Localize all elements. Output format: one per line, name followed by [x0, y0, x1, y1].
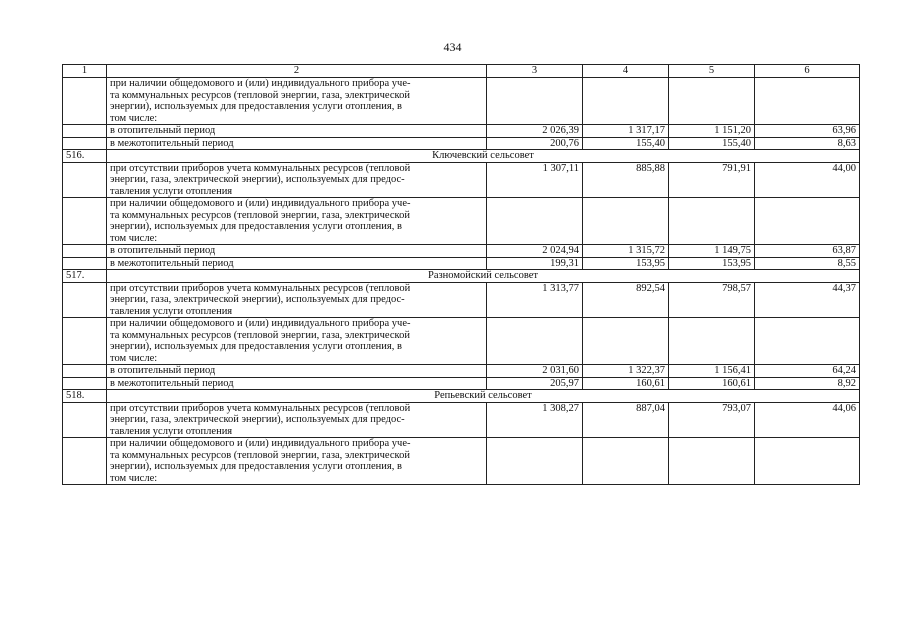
description-line: энергии, газа, электрической энергии), используемых для предос-: [110, 174, 405, 185]
section-row: [63, 270, 860, 283]
value-cell: 1 322,37: [583, 365, 669, 378]
table-row: [63, 245, 860, 258]
table-row: [63, 78, 860, 125]
value-cell: 793,07: [669, 402, 755, 438]
description-line: энергии), используемых для предоставления услуги отопления, в: [110, 341, 402, 352]
table-row: [63, 377, 860, 390]
section-row: [63, 390, 860, 403]
value-cell: [755, 198, 860, 245]
value-cell: 1 149,75: [669, 245, 755, 258]
value-cell: 1 317,17: [583, 125, 669, 138]
row-number-cell: [63, 438, 107, 485]
description-line: тавления услуги отопления: [110, 425, 233, 437]
description-line: при наличии общедомового и (или) индивидуального прибора уче-: [110, 438, 411, 449]
description-line: том числе:: [110, 472, 158, 484]
table-row: [63, 438, 860, 485]
section-name: Разномойский сельсовет: [107, 270, 860, 283]
section-number: 518.: [63, 390, 107, 403]
row-number-cell: [63, 137, 107, 150]
row-number-cell: [63, 377, 107, 390]
row-number-cell: [63, 365, 107, 378]
value-cell: 8,92: [755, 377, 860, 390]
section-number: 516.: [63, 150, 107, 163]
value-cell: 1 307,11: [487, 162, 583, 198]
description-cell: [107, 125, 487, 138]
table-row: [63, 318, 860, 365]
description-cell: [107, 365, 487, 378]
value-cell: 205,97: [487, 377, 583, 390]
value-cell: 44,37: [755, 282, 860, 318]
value-cell: 1 313,77: [487, 282, 583, 318]
value-cell: 155,40: [583, 137, 669, 150]
description-line: та коммунальных ресурсов (тепловой энергии, газа, электрической: [110, 89, 410, 101]
value-cell: [487, 198, 583, 245]
description-line: энергии), используемых для предоставления услуги отопления, в: [110, 461, 402, 472]
value-cell: 1 315,72: [583, 245, 669, 258]
description-line: в межотопительный период: [110, 377, 234, 389]
value-cell: [487, 438, 583, 485]
description-cell: [107, 438, 487, 485]
table-header-row: [63, 65, 860, 78]
description-cell: [107, 282, 487, 318]
column-header: 1: [63, 65, 107, 78]
value-cell: [583, 198, 669, 245]
value-cell: 64,24: [755, 365, 860, 378]
value-cell: 2 026,39: [487, 125, 583, 138]
value-cell: [583, 78, 669, 125]
value-cell: 155,40: [669, 137, 755, 150]
value-cell: 2 031,60: [487, 365, 583, 378]
value-cell: [669, 198, 755, 245]
description-line: при наличии общедомового и (или) индивидуального прибора уче-: [110, 198, 411, 209]
description-line: при наличии общедомового и (или) индивидуального прибора уче-: [110, 318, 411, 329]
description-line: в межотопительный период: [110, 257, 234, 269]
description-cell: [107, 245, 487, 258]
description-line: энергии, газа, электрической энергии), используемых для предос-: [110, 414, 405, 425]
description-line: том числе:: [110, 352, 158, 364]
tariff-table: [62, 64, 860, 485]
description-line: при наличии общедомового и (или) индивидуального прибора уче-: [110, 78, 411, 89]
row-number-cell: [63, 318, 107, 365]
row-number-cell: [63, 78, 107, 125]
row-number-cell: [63, 257, 107, 270]
value-cell: 63,96: [755, 125, 860, 138]
description-cell: [107, 198, 487, 245]
value-cell: [583, 318, 669, 365]
table-row: [63, 125, 860, 138]
value-cell: [487, 318, 583, 365]
description-line: в отопительный период: [110, 125, 216, 136]
column-header: 6: [755, 65, 860, 78]
description-line: том числе:: [110, 112, 158, 124]
table-body: [63, 78, 860, 485]
description-line: та коммунальных ресурсов (тепловой энергии, газа, электрической: [110, 449, 410, 461]
table-row: [63, 198, 860, 245]
description-line: том числе:: [110, 232, 158, 244]
value-cell: 892,54: [583, 282, 669, 318]
description-line: в отопительный период: [110, 245, 216, 256]
row-number-cell: [63, 282, 107, 318]
value-cell: [755, 438, 860, 485]
value-cell: 1 156,41: [669, 365, 755, 378]
value-cell: 8,63: [755, 137, 860, 150]
row-number-cell: [63, 402, 107, 438]
value-cell: 1 308,27: [487, 402, 583, 438]
value-cell: [669, 438, 755, 485]
value-cell: [669, 318, 755, 365]
value-cell: 63,87: [755, 245, 860, 258]
row-number-cell: [63, 125, 107, 138]
description-line: при отсутствии приборов учета коммунальных ресурсов (тепловой: [110, 402, 411, 414]
description-cell: [107, 402, 487, 438]
value-cell: 199,31: [487, 257, 583, 270]
table-row: [63, 162, 860, 198]
description-cell: [107, 162, 487, 198]
row-number-cell: [63, 162, 107, 198]
description-line: тавления услуги отопления: [110, 185, 233, 197]
description-line: в отопительный период: [110, 365, 216, 376]
page-number: 434: [443, 40, 462, 54]
value-cell: 2 024,94: [487, 245, 583, 258]
section-number: 517.: [63, 270, 107, 283]
section-row: [63, 150, 860, 163]
value-cell: 44,06: [755, 402, 860, 438]
value-cell: 791,91: [669, 162, 755, 198]
table-row: [63, 402, 860, 438]
description-line: та коммунальных ресурсов (тепловой энергии, газа, электрической: [110, 329, 410, 341]
column-header: 5: [669, 65, 755, 78]
table-row: [63, 282, 860, 318]
value-cell: 885,88: [583, 162, 669, 198]
description-line: энергии), используемых для предоставления услуги отопления, в: [110, 101, 402, 112]
description-line: тавления услуги отопления: [110, 305, 233, 317]
value-cell: [755, 78, 860, 125]
table-row: [63, 365, 860, 378]
description-line: энергии, газа, электрической энергии), используемых для предос-: [110, 294, 405, 305]
section-name: Репьевский сельсовет: [107, 390, 860, 403]
description-line: в межотопительный период: [110, 137, 234, 149]
value-cell: 160,61: [669, 377, 755, 390]
value-cell: [755, 318, 860, 365]
value-cell: 887,04: [583, 402, 669, 438]
description-cell: [107, 318, 487, 365]
value-cell: 44,00: [755, 162, 860, 198]
table-row: [63, 257, 860, 270]
row-number-cell: [63, 245, 107, 258]
row-number-cell: [63, 198, 107, 245]
description-cell: [107, 137, 487, 150]
value-cell: 160,61: [583, 377, 669, 390]
value-cell: 153,95: [669, 257, 755, 270]
value-cell: 200,76: [487, 137, 583, 150]
description-line: та коммунальных ресурсов (тепловой энергии, газа, электрической: [110, 209, 410, 221]
value-cell: 798,57: [669, 282, 755, 318]
table-row: [63, 137, 860, 150]
description-line: при отсутствии приборов учета коммунальных ресурсов (тепловой: [110, 162, 411, 174]
column-header: 3: [487, 65, 583, 78]
description-line: при отсутствии приборов учета коммунальных ресурсов (тепловой: [110, 282, 411, 294]
description-line: энергии), используемых для предоставления услуги отопления, в: [110, 221, 402, 232]
value-cell: [669, 78, 755, 125]
value-cell: 8,55: [755, 257, 860, 270]
description-cell: [107, 78, 487, 125]
value-cell: 1 151,20: [669, 125, 755, 138]
value-cell: [487, 78, 583, 125]
column-header: 4: [583, 65, 669, 78]
column-header: 2: [107, 65, 487, 78]
description-cell: [107, 377, 487, 390]
value-cell: [583, 438, 669, 485]
description-cell: [107, 257, 487, 270]
section-name: Ключевский сельсовет: [107, 150, 860, 163]
value-cell: 153,95: [583, 257, 669, 270]
